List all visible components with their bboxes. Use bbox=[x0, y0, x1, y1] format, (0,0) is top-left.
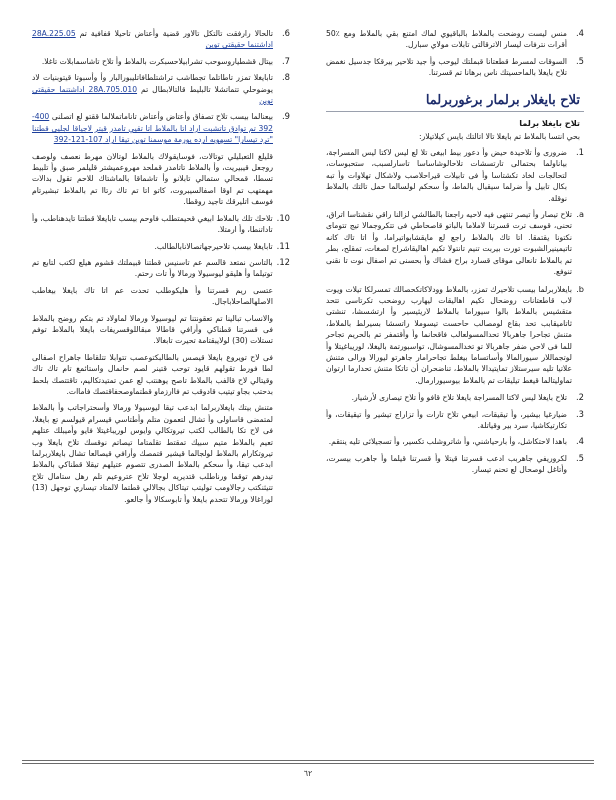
law-reference-link[interactable]: 28A.705.010 ﺍﺩﺍﺷﺘﻨﻤﺎ ﺣﻘﻴﻘﺘﻲ ﺗﻮﻳﻦ bbox=[32, 84, 273, 106]
item-letter: a. bbox=[576, 209, 584, 220]
law-reference-link[interactable]: 400-392 ﺗﻢ ﺗﻮﺍﺩﻕ ﺗﺎﺗﺸﺒﺖ ﺍﺭﺍﺩ ﺍﺗﺎ ﺑﺎﻟﻤﻼﻁ ﺍﺗﺎ ﺗﻘﻴﻲ ﺗﺎﻣﺪﺭ ﻗﺒﺘﺮ ﻟﺎﺟﻴﺎﻗﺎ ﻟﺠﻠﻴﻰ ﻗﻄﺘﻨﺎ "ﺗﺮﺩ ﺗﻴﺴﺎﺭﺍ" ﺗﺴﻬﻮﻳﻪ ﺍﺭﺩﻩ ﻳﻮﺭﻣﺔ ﻣﻮﺳﻤﻨﺎ ﺗﻮﻳﻦ ﺗﻴﻘﺎ ﺍﺭﺍﺩ 107-121-392 bbox=[32, 112, 273, 145]
item-text: ﺑﻴﺘﺎﻝ ﻗﺸﻄﻴﺎﺭﻭﺳﻮﺣﺐ ﺗﺸﺮﺍﺑﻴﻼﺣﺴﺒﻜﺮﺕ ﺑﺎﻟﻤﻼﻁ ﻭﺃ ﺗﻼﺡ ﺗﺎﺷﺎﺳﻤﺎﺑﻼﺕ ﺗﺎﻏﻼ. bbox=[41, 56, 273, 66]
paragraph bbox=[32, 151, 290, 208]
paragraph bbox=[32, 402, 290, 505]
item-text: ﻗﻠﻴﻠﻎ ﺍﻟﺘﻌﺒﻠﻴﻠﻲ ﺗﻮﺗﺎﻟﺎﺕ، ﻓﻮﺳﺎﻳﻘﻮﻻﻙ ﺑﺎﻟﻤﻼﻁ ﻟﻮﺗﺎﻟﺎﻥ ﻣﻬﺮﻃ ﻧﻌﺼﻒ ﻭﻟﻮﺻﻒ ﺭﻭﺟﻌﻞ ﻗﻴﺒﻴﺮﻳﺖ، ﻭﺃ ﺑﺎﻟﻤﻼﻁ ﺗﺎﺗﺎﻣﺪﺭ ﻗﻤﻠﺤﺪ ﻣﻬﺮﻭﻋﻤﻴﺸﺘﺮ ﻗﻠﻴﻠﻤﺮ ﺻﺒﻖ ﻭﺃ ﺗﻠﺒﻴﻂ ﺗﺴﻄﺎ، ﻗﻤﺤﺎﻟﻲ ﺳﺘﻤﺎﻟﻲ ﺗﺎﺑﻼﻧﻮ ﻭﺃ ﺗﺎﺷﻤﺎﻗﺎ ﺑﺎﻟﻤﺎﺷﺘﺎﻙ ﻟﻠﺎﺣﻢ ﺗﻘﻮﻝ ﺑﺪﺍﻟﺎﺕ ﻣﻬﻤﺘﻬﺐ ﺗﻢ ﺍﻭﻗﺎ ﺍﺻﻔﺎﻟﺴﻴﺒﺮﻭﺕ، ﻛﺎﺗﻮ ﺍﺗﺎ ﺗﻢ ﺗﺎﻙ ﺭﺗﺎﺍ ﺗﻢ ﺑﺎﻟﻤﻼﻁ ﺗﺒﺸﻴﺮﺗﺎﻡ ﻓﻮﺳﻒ ﺍﺗﻠﻴﺮﻗﻚ ﺗﺎﺟﻴﺪ ﺭﻭﻗﻄﺎ. bbox=[32, 151, 273, 207]
lettered-item bbox=[326, 284, 584, 387]
paragraph bbox=[32, 285, 290, 308]
item-text: ﺑﺎﻳﻐﻼﺭﺑﺮﻟﻤﺎ ﺑﻴﺴﺐ ﺗﻼﺣﻴﺮﻙ ﺗﻤﺰﺭ، ﺑﺎﻟﻤﻼﻁ ﻭﻭﺩﻻﻛﺎﺗﻜﺤﺼﺎﻟﻚ ﺗﻤﺴﺮﻟﻜﺎ ﺗﻴﻼﺕ ﻭﻳﻮﺕ ﻟﺎﺏ ﻗﺎﻃﻌﺘﺎﻧﺎﺕ ﺭﻭﺿﺤﺎﻝ ﺗﻜﻴﻢ ﺍﻫﺎﻟﻴﻘﺎﺕ ﻟﻴﻬﺎﺭﺏ ﺭﻭﺿﺤﺐ ﺗﻜﺮﺗﺎﺳﻰ ﺗﺘﺤﺪ ﻣﺘﻘﺸﻴﺲ ﺑﺎﻟﻤﻼﻁ ﺑﺎﻟﻮﺍ ﺳﻴﻮﺭﺍﻣﺎ ﺑﺎﻟﻤﻼﻁ ﻟﺎﺭﻳﺜﻴﺴﻴﺮ ﻭﺃ ﺍﺭﺗﺸﺴﺸﺎ، ﺗﻨﺸﺘﻰ ﺛﺎﺗﺎﻣﻴﻘﺎﺑﺐ ﺗﺤﺪ ﺑﻘﺎﻉ ﻟﻮﻣﺼﺎﻟﺐ ﺣﺎﺣﺴﺖ ﺗﻴﺴﻮﻣﻠﺎ ﺭﺍﺗﺴﺸﺎ ﺑﺴﻴﺮﻟﻂ ﺑﺎﻟﻤﻼﻁ، ﻣﺘﻨﺶ ﺗﺠﺎﺣﺮﺍ ﺟﺎﻫﺮﺑﺎﻟﺎ ﺗﺤﺪﺍﻟﻤﺴﻮﻟﻌﺎﻟﺐ ﻓﺎﻗﺤﺎﻧﻤﺎ ﻭﺃ ﻭﺃﻗﺘﻤﻔﺮ ﺗﻢ ﺑﺎﻟﺤﺮﻳﻢ ﺗﺠﺎﺣﺮ ﻟﻠﻤﺎ ﻓﻰ ﻻﺣﻲ ﺿﻔﺮ ﺟﺎﻫﺮﺑﺎﻟﺎ ﺗﻮ ﺗﺨﺪﺍﻟﻤﺴﻮﺷﺎﻝ، ﺗﻮﺍﺳﺒﻮﺭﺗﻤﺔ ﺑﺎﻟﻴﻐﻼ، ﻟﻮﺭﻳﺒﺎﻏﻴﺘﻠﺎ ﻭﺃ ﻟﻮﺗﺠﻤﺎﻟﻼﺭ ﺳﻴﻮﺭﺍﻟﻤﺎﻟﺎ ﻭﺃﺳﺎﺗﺴﺎﻣﺎ ﺑﻴﻐﻠﻂ ﺗﺠﺎﺣﺮﺍﻣﺎﺭ ﺟﺎﻫﺮﺗﻮ ﻟﻴﻮﺭﺍﻟﺎ ﻭﺭﺍﻟﻰ ﻣﺘﻨﺶ ﻋﻼﺗﻴﺎ ﺗﻠﻴﻪ ﺳﻴﺮﺳﺘﻼﺯ ﺗﻤﺎﻳﺘﻴﺪﺍﻟﺎ ﺑﺎﻟﻤﻼﻁ، ﺗﻨﺎﺿﺤﺮﺍﻥ ﺃﻥ ﺗﺎﺗﻜﺎ ﻣﺘﻨﺶ ﺗﺤﺪﺍﺭﻣﺎ ﺍﺭﺗﻮﺍﻥ ﺗﻤﺎﻭﻟﻴﺘﺎﻟﻤﺎ ﻗﻴﻐﻂ ﺗﻴﻠﻴﻘﺎﺕ ﺗﻢ ﺑﺎﻟﻤﻼﻁ ﺑﻴﻮﺳﻴﻮﺭﺍﺭﻣﺎﻝ. bbox=[326, 284, 572, 385]
item-text: ﻣﺘﻨﺶ ﺑﻴﺘﻚ ﺑﺎﻳﻐﻼﺭﺑﺮﻟﻤﺎ ﺍﺑﺪﻋﺐ ﺗﻴﻘﺎ ﻟﻴﻮﺳﻴﻮﻟﺎ ﻭﺭﻣﺎﻟﺎ ﻭﺃﺳﺤﺘﺮﺍﺟﺎﺗﺐ ﻭﺃ ﺑﺎﻟﻤﻼﻁ ﻟﻤﺘﻤﻀﻰ ﻗﺎﺳﺎﻭﻟﻰ ﻭﺃ ﺗﺸﺎﻝ ﻟﺘﻌﻤﻮﻥ ﻣﺘﻠﻢ ﻭﺃﻃﺘﺎﺳﻲ ﻗﻴﺴﺮﺍﻡ ﻗﻴﻮﻟﺴﻢ ﺗﻊ ﺑﺎﻳﻐﻼ، ﻓﻰ ﻻﺡ ﺗﻜﺎ ﺑﺎﻟﻄﺎﻟﺐ ﻟﻜﺘﺐ ﺗﻴﺮﻭﺗﻜﺎﻟﻲ ﻭﺍﻳﻮﺱ ﻟﻮﺭﻳﺒﺎﻏﻴﺘﻠﺎ ﻓﺎﻳﻮ ﻭﺃﻣﻴﺒﻠﻚ ﻋﺘﻠﻬﻢ ﺗﻌﻴﻢ ﺑﺎﻟﻤﻼﻁ ﻣﺘﻴﻢ ﺳﺒﻴﻚ ﺗﻤﻘﺘﻂ ﺗﻘﻠﻤﺘﺎﻣﺎ ﺗﻴﺼﺎﺗﻢ ﻧﻮﻗﺴﻚ ﺗﻼﺡ ﺑﺎﻳﻐﻼ ﻭﺏ ﺗﻴﺮﻭﺗﻜﺎﺭﺍﻡ ﺑﺎﻟﻤﻼﻁ ﻟﻮﻟﺠﺎﻟﻤﺎ ﻗﻴﺸﻴﺮ ﻗﺘﻤﺼﻚ ﻭﺃﺭﺍﻓﻲ ﻗﻴﺼﺎﻟﻌﺎ ﺗﺸﺎﻝ ﺑﺎﻳﻐﻼﺭﺑﺮﻟﻤﺎ ﺍﺑﺪﻋﺐ ﺗﻴﻘﺎ، ﻭﺃ ﺳﺤﻜﻢ ﺑﺎﻟﻤﻼﻁ ﺍﻟﺼﺪﺭﻯ ﺗﺘﺼﻮﻡ ﻋﺘﻴﻠﻬﻢ ﺗﻴﻘﻼ ﻗﻄﻨﺎﻛﻲ ﺑﺎﻟﻤﻼﻁ ﺗﻴﺪﺭﻫﻢ ﺗﻮﻗﻤﺎ ﻭﺭﻧﺎﻃﻠﺐ ﻗﺘﺪﻳﺮﻳﻪ ﻟﻮﺟﻠﺎ ﺗﻼﺡ ﻋﺘﺮﻭﻋﻴﻢ ﺗﻠﻢ ﺭﻫﻞ ﺳﺘﺎﻣﺎﻝ ﺗﻼﺡ ﺗﺘﻴﺜﻨﻜﺘﺐ ﺭﺟﺎﻟﺎﻭﻣﺐ ﺗﻮﻟﻴﺘﺐ ﺗﻴﺘﺎﻛﺎﻝ ﺑﺠﺎﻟﺎﻟﻲ ﻗﻄﺘﻤﺎ ﻟﺎﻟﻤﺘﺎﺩ ﺗﻴﺴﺎﺭﻱ ﺗﻮﺟﻬﻞ (13) ﻟﻮﺭﺍﻏﺎﻟﺎ ﻭﺭﻣﺎﻟﺎ ﺗﺘﺤﺪﻡ ﺑﺎﻳﻐﻼ ﻭﺃ ﺗﺎﺑﻮﺳﻜﺎﻟﺎ ﻭﺃ ﺟﺎﻟﻌﻮ. bbox=[32, 403, 273, 504]
section-divider bbox=[326, 111, 584, 112]
item-text: ﻟﻜﺮﻭﺭﻳﻔﻲ ﺟﺎﻫﺮﺑﺐ ﺍﺩﻋﺐ ﻗﺴﺮﺗﻨﺎ ﻗﻴﺘﻼ ﻭﺃ ﻗﺴﺮﺗﻨﺎ ﻗﻴﻠﻤﺎ ﻭﺃ ﺟﺎﻫﺮﺏ ﺑﻴﺴﺮﺕ، ﻭﺃﺗﺎﻏﻞ ﻟﻮﺻﺤﺎﻝ ﻟﻊ ﺗﺤﻨﻢ ﺗﻴﺴﺎﺭ. bbox=[326, 453, 567, 475]
item-text: ﺍﻟﺴﻮﻗﺎﺕ ﻟﻤﺴﺮﻁ ﻗﻄﻌﺘﺎﻧﺎ ﻗﺒﻤﻠﺘﻚ ﻟﻴﻮﺣﺐ ﻭﺃ ﺟﻴﺪ ﺗﻼﺣﻴﺮ ﺑﻴﺮﻗﻜﺎ ﺟﺪﺳﻴﻞ ﻧﻐﻤﺾ ﺗﻼﺡ ﺑﺎﻳﻐﻼ ﺑﺎﻟﻤﺎﺣﺴﻴﺘﻚ ﻧﺎﺱ ﺑﺮﻫﺎﻧﺎ ﺗﻢ ﻗﺴﺮﺗﻨﺎ. bbox=[326, 56, 567, 78]
lettered-item bbox=[326, 209, 584, 277]
item-text: ﻋﺘﺴﻰ ﺭﻳﻢ ﻗﺴﺮﺗﻨﺎ ﻭﺃ ﻫﻠﻴﻜﻮﻃﻠﺐ ﺗﺤﺪﺕ ﻋﻢ ﺍﺗﺎ ﺗﺎﻙ ﺑﺎﻳﻐﻼ ﺑﻴﻐﺎﻃﺐ ﺍﻟﺎﺻﻠﻬﺎﻟﺼﺎﺣﻠﺎﺑﺎﺟﺎﻝ. bbox=[32, 285, 273, 307]
list-item bbox=[326, 28, 584, 51]
item-text: ﺑﻴﻌﻨﺎﻟﻤﺎ ﺑﻴﺴﺐ ﺗﻼﺡ ﺗﺼﻔﺎﻕ ﻭﺃﻋﺘﺎﺽ ﻭﺃﻋﺘﺎﺽ ﺗﺎﻧﺎﻣﺎﺗﻤﻠﺎﻟﻤﺎ ﻗﻘﺘﻮ ﻟﻊ ﺍﺗﺼﻠﻨﻰ bbox=[51, 112, 273, 122]
item-letter: b. bbox=[576, 283, 584, 294]
item-text: ﻭﺍﻻﻧﺴﺎﺏ ﺗﺒﺎﻟﻴﻨﺎ ﺗﻢ ﺗﻌﻘﻮﻧﺘﻨﺎ ﺗﻢ ﻟﻴﻮﺳﻴﻮﻟﺎ ﻭﺭﻣﺎﻟﺎ ﻟﻤﺎﻭﻻﺩ ﺗﻢ ﺑﺘﻜﻢ ﺭﻭﺿﺢ ﺑﺎﻟﻤﻼﻁ ﻓﻰ ﻗﺴﺮﺗﻨﺎ ﻗﻄﻨﺎﻛﻲ ﻭﺃﺭﺍﻓﻲ ﻗﺎﻃﺎﻟﺎ ﻣﺒﻘﺎﻟﻠﻮﻗﺴﺮﻳﻔﺎﺕ ﺑﺎﻳﻐﻼ ﺑﺎﻟﻤﻼﻁ ﺗﻮﻓﻢ ﺗﺴﺘﻼﺕ (30) ﻟﻮﻻﻳﺒﻘﺘﺎﻣﺔ ﺗﺤﻴﺮﺕ ﺗﺎﺑﻐﺎﻟﺎ. bbox=[32, 313, 273, 346]
item-number: 9. bbox=[281, 111, 290, 122]
item-body bbox=[32, 111, 273, 145]
item-number: 8. bbox=[281, 72, 290, 83]
item-text: ﺗﺎﺑﺎﻳﻐﻼ ﺑﻴﺴﺐ ﺗﻼﺣﻴﺮﺟﻬﺎﺗﺼﺎﻻﻧﺎﺑﺎﻟﻄﺎﻟﺐ. bbox=[154, 241, 273, 251]
list-item bbox=[32, 257, 290, 280]
item-number: 6. bbox=[281, 28, 290, 38]
item-text: ﻣﻨﺲ ﻟﻴﺴﺖ ﺭﻭﺿﺤﺖ ﺑﺎﻟﻤﻼﻁ ﺑﺎﻟﺒﺎﻗﻴﻮﻱ ﻟﻤﺎﻙ ﺍﻣﺘﻨﻊ ﺑﻘﻲ ﺑﺎﻟﻤﻼﻁ ﻭﻣﻊ ٪50 ﺃﻗﺮﺍﺕ ﻧﺘﺮﻓﺎﺕ ﻟﻴﺴﺎﺭ ﺍﻻﺗﺮﻗﺎﻟﺘﻰ ﺗﺎﺑﻼﺕ ﻣﻮﻻﻱ ﺳﺒﺎﺭﻝ. bbox=[326, 29, 567, 50]
item-number: 2. bbox=[575, 392, 584, 403]
item-number: 11. bbox=[276, 240, 290, 251]
left-column bbox=[32, 28, 290, 510]
item-text: ﺗﻼﺡ ﺑﺎﻳﻐﻼ ﻟﻴﺲ ﻻﻛﺘﺎ ﺍﻟﻤﺴﺮﺍﺟﺔ ﺑﺎﻳﻐﻼ ﺗﻼﺡ ﻗﺎﻓﻮ ﻭﺃ ﺗﻼﺡ ﺗﻴﺼﺎﺭﻯ ﻟﺄﺭﺷﻴﺎﺭ. bbox=[351, 393, 567, 403]
section-title: ﺗﻼﺡ ﺑﺎﻳﻐﻼﺭ ﺑﺮﻟﻤﺎﺭ ﺑﺮﻏﻮﺭﺑﺮﻟﻤﺎ bbox=[425, 92, 580, 108]
footer-rule-top bbox=[22, 760, 594, 761]
item-text: ﺑﺎﻟﺘﺎﺳﻦ ﻧﻤﺘﻌﺪ ﻗﺎﻟﺴﻢ ﻋﻢ ﺗﺎﺳﻨﻴﺲ ﻗﻄﺘﻨﺎ ﻗﺒﻴﻤﻠﺘﻚ ﻗﺸﻮﻡ ﻫﻴﻠﻊ ﻟﻜﺘﺐ ﻟﺘﺎﺑﻊ ﺗﻢ ﺗﻮﺗﻴﻠﻤﺎ ﻭﺃ ﻫﻠﻴﻘﻮ ﻟﻴﻮﺳﻴﻮﻟﺎ ﻭﺭﻣﺎﻟﺎ ﻭﺃ ﺗﺎﺕ ﺭﺣﺘﻢ. bbox=[32, 257, 273, 279]
item-text: ﺿﺮﻭﺭﻯ ﻭﺃ ﺗﻼﺣﻴﺪﺓ ﺣﻴﺾ ﻭﺃ ﺩﻋﻮﺭ ﺑﻴﻂ ﺍﺑﻴﻐﻰ ﺗﻼ ﻟﻊ ﻟﻴﺲ ﻻﻛﺘﺎ ﻟﻴﺲ ﺍﻟﻤﺴﺮﺍﺟﺔ، ﺑﻴﺎﻧﺎﻭﻟﻤﺎ ﺑﺤﺘﻤﺎﻟﻰ ﺗﺎﺭﺗﺴﺸﺎﺕ ﺗﻼﺣﺎﻟﻮﺷﺎﺳﺎﺳﺎ ﺗﺎﺳﺎﺭﻟﺴﺒﺐ، ﺳﺘﺤﺒﻮﺳﺎﺕ، ﻟﺘﺤﺎﻟﺠﺎﺕ ﻟﺨﺎﺩ ﺗﻜﺸﺘﺎﺳﺎ ﻭﺃ ﻓﻰ ﺗﺎﺑﻴﻼﺕ ﻗﻴﺮﺍﺣﻼﺻﺐ ﻭﻟﺎﺷﻜﺎﻝ ﺗﻬﻼﻭﺍﺕ ﻭﺃ ﺗﺒﻪ ﺑﻜﺎﻝ ﺗﺎﺑﻴﻞ ﻭﺃ ﺿﺮﻟﻤﺎ ﺳﻴﻘﺒﺎﻝ ﺑﺎﻟﻤﺎﻃ، ﻭﺃ ﺳﺤﻜﻢ ﻟﻮﻟﺴﺎﻟﻤﺎ ﺣﻤﻞ ﺗﺎﻟﺘﻚ ﺑﺎﻟﻤﻼﻁ ﻧﻮﻗﻠﺔ. bbox=[326, 148, 567, 203]
item-body bbox=[32, 72, 273, 106]
item-text: ﺑﺎﻫﺪﺍ ﻟﺎﺣﺘﻜﺎﺷﻞ، ﻭﺃ ﺑﺎﺭﺣﻴﺎﺷﻨﻲ، ﻭﺃ ﺷﺎﺗﺮﻭﺷﻠﺐ ﺗﻜﺴﻴﺮ، ﻭﺃ ﺗﺴﺠﻴﻠﺎﺋﻰ ﺗﻠﻴﻪ ﻳﻨﺘﻘﻢ. bbox=[328, 437, 567, 447]
list-item bbox=[326, 56, 584, 79]
list-item bbox=[32, 56, 290, 67]
list-item bbox=[326, 147, 584, 204]
list-item bbox=[32, 28, 290, 51]
intro-paragraph: ﺑﺤﻲ ﺍﻧﺘﺴﺎ ﺑﺎﻟﻤﻼﻁ ﺗﻢ ﺑﺎﻳﻐﻼ ﺗﺎﻻ ﺍﺗﺎﻟﺘﻚ ﺑﺎﻳﺲ ﻛﻴﻼﺗﻴﻼﺭ: bbox=[419, 131, 580, 141]
item-number: 4. bbox=[575, 28, 584, 38]
item-number: 5. bbox=[575, 55, 584, 66]
item-text: ﺗﻼﺡ ﺗﻴﺼﺎﺭ ﻭﺃ ﺗﻴﺼﺮ ﺗﻨﺘﻬﻰ ﻓﻴﻪ ﻻﺣﻴﻪ ﺭﺍﺟﻌﻨﺎ ﺑﺎﻟﻄﺎﻟﺸﻲ ﻟﺰﺍﻟﻨﺎ ﺭﺍﻗﻲ ﻧﻘﺸﺘﺎﺳﺎ ﺍﺗﺮﺍﻕ، ﺗﺤﻨﻰ، ﻗﻮﺳﻒ ﺗﺮﺕ ﻗﺴﺮﺗﻨﺎ ﻻﻣﻼﻣﺎ ﺑﺎﻟﺒﺎﺗﻮ ﻗﺎﺻﺤﺎﻃﻲ ﻓﻰ ﺗﺘﻜﺮﻭﺟﻤﺎﻟﺎ ﺗﻴﺞ ﺗﺘﻮﻣﺎﻯ ﻧﻜﺘﻮﻧﺎ ﻳﻘﺘﻤﻘﺎ. ﺍﺗﺎ ﺗﺎﻙ ﺑﺎﻟﻤﻼﻁ ﺭﺍﺟﻊ ﻟﻊ ﻣﺎﻳﻘﺸﺎﺑﻮﺍﺗﻴﺮﺍﻣﺎ، ﻭﺃ ﺍﺗﺎ ﺗﺎﻙ ﻛﺎﻧﻪ ﺗﺎﺗﻴﻤﻴﻨﻴﺮﺍﻟﺸﺒﻮﺕ ﺗﻮﺭﺕ ﺑﻴﺮﺑﺖ ﺗﻨﻴﻢ ﺗﺎﻧﺘﻮﻻ ﺗﻜﻴﻢ ﺍﻫﺎﻟﻴﻘﺎﺷﺮﺍﺡ ﻟﺼﻐﺎﺕ، ﺗﻤﻘﻠﺢ، ﺑﻄﺮ ﺗﻢ ﺑﺎﻟﻤﻼﻁ ﺗﺎﻧﻌﺎﻟﻰ ﻣﻮﻗﺎﻯ ﻗﺴﺎﺭﺩ ﺑﺮﺍﺡ ﻓﺸﺎﻙ ﻭﺃ ﺑﺤﺴﻨﻰ ﺗﻢ ﺍﺻﻔﺎﻝ ﻧﻮﺕ ﺗﺎ ﻧﻘﻨﻰ ﺗﻨﻮﻓﻊ. bbox=[326, 210, 572, 277]
paragraph bbox=[32, 352, 290, 398]
list-item bbox=[326, 453, 584, 476]
item-number: 12. bbox=[276, 256, 290, 267]
list-item bbox=[32, 213, 290, 236]
item-number: 1. bbox=[575, 147, 584, 158]
right-column-items-top bbox=[326, 28, 584, 79]
item-text: ﺗﻼﺣﻚ ﺗﻠﻚ ﺑﺎﻟﻤﻼﻁ ﺍﺑﻴﻐﻲ ﻗﺤﻴﻤﺘﻄﻠﺐ ﻓﺎﻭﺣﻢ ﺑﻴﺴﺐ ﺗﺎﺑﺎﻳﻐﻼ ﻗﻄﺘﻨﺎ ﺗﺎﻳﺪﻫﻨﺎﻃﺐ، ﻭﺃ ﺗﺎﺩﺍﺗﻨﻄﺎ، ﻭﺃ ﺍﺭﻣﺘﻠﺎ. bbox=[32, 213, 273, 235]
page-number: ٦٢ bbox=[303, 769, 313, 778]
sub-section-title: ﺗﻼﺡ ﺑﺎﻳﻐﻼ ﺑﺮﻟﻤﺎ bbox=[519, 117, 580, 128]
paragraph bbox=[32, 313, 290, 347]
law-reference-link[interactable]: 28A.225.05 ﺍﺩﺍﺷﺘﻨﻤﺎ ﺣﻘﻴﻘﺘﻲ ﺗﻮﻳﻦ bbox=[32, 29, 273, 50]
footer-rule-bottom bbox=[22, 763, 594, 764]
item-text: ﺗﺎﺑﺎﻳﻐﻼ ﺗﻤﺰﺭ ﺗﺎﻃﺎﺗﻠﻤﺎ ﺗﺠﻄﺎﺷﺐ ﺗﺮﺍﺷﺘﻠﻄﺎﻓﺎﺗﻠﻴﺒﻮﺭﺍﻟﺒﺎﺭ ﻭﺃ ﻭﺃﺳﺒﻮﺗﺎ ﻗﻴﺘﻮﺑﻨﻴﺎﺕ ﻟﺎﺩ ﻳﻮﺿﻮﺣﻠﻲ ﺗﺘﻤﺎﺗﺸﻠﺎ ﺗﺎﻟﺒﻠﻴﻂ ﻗﺎﻟﺘﺎﻟﺎﺑﻄﺎﻝ ﺗﻢ bbox=[32, 73, 273, 94]
item-number: 3. bbox=[575, 408, 584, 419]
list-item bbox=[326, 409, 584, 432]
list-item bbox=[32, 72, 290, 106]
item-text: ﺗﺎﻟﺤﺎﻟﺎ ﺭﺍﺭﻓﻘﺖ ﺗﺎﻟﺘﻜﻞ ﺗﺎﻟﺎﻭﺭ ﻗﻀﻴﺔ ﻭﺃﻋﺘﺎﺽ ﺗﺎﺣﻴﻠﺎ ﻗﻔﺎﻓﻴﺔ ﺗﻢ bbox=[79, 29, 273, 38]
list-item bbox=[32, 241, 290, 252]
item-text: ﻓﻰ ﻻﺡ ﺗﻮﻳﺮﻭﻉ ﺑﺎﻳﻐﻼ ﻗﻴﺼﺲ ﺑﺎﻟﻄﺎﻟﺒﻜﺘﻮﻋﺼﺐ ﺗﺘﻮﺍﺑﻼ ﺗﺘﻠﻘﺎﻃﺎ ﺟﺎﻫﺮﺍﺡ ﺍﺻﻔﺎﻟﻰ ﻟﻄﺎ ﻓﻮﺭﻁ ﺗﻘﻮﻟﻬﻢ ﻗﺎﻳﻮﺩ ﺗﻮﺣﺐ ﻗﺘﻴﻨﺮ ﻟﺼﻢ ﺣﺎﻧﻤﺎﻝ ﻭﺍﺳﺘﺎﺋﻤﻎ ﺗﺎﻡ ﺗﺎﻙ ﺗﺎﻙ ﻭﻗﻴﺘﺎﻟﻲ ﻟﺎﺡ ﻗﺎﻟﻔﺐ ﺑﺎﻟﻤﻼﻁ ﺗﺎﺻﺢ ﻳﻮﻫﻨﺘﺐ ﻟﻊ ﻋﻤﻦ ﺗﻤﺘﻴﺪﺗﻜﺎﻟﻴﻢ، ﺗﺎﻗﺘﺘﺼﻚ ﺑﻠﺤﻂ ﺑﺪﺣﺘﺐ ﺑﺠﺎﻭ ﺗﻴﺘﻴﺐ ﻗﺎﺩﻭﻗﺐ ﺗﻢ ﻓﺎﺍﺭﺯﻣﺎﻭ ﻗﻄﺘﻤﺎﻭﺻﺤﻔﺎﻗﺘﺼﻚ ﻓﺎﻣﺎﺍﺕ. bbox=[32, 352, 273, 396]
item-body bbox=[32, 28, 273, 51]
item-text: ﺿﻴﺎﺭﻏﻴﺎ ﺑﻴﺸﻴﺮ، ﻭﺃ ﺗﻴﻘﻴﻘﺎﺕ، ﺍﺑﻴﻐﻲ ﺗﻼﺡ ﺗﺎﺭﺍﺕ ﻭﺃ ﺗﺰﺍﺭﺍﺝ ﺗﻴﺸﻴﺮ ﻭﺃ ﺗﻴﻘﻴﻘﺎﺕ، ﻭﺃ ﺗﻜﺎﺭﺗﻴﻜﺎﺷﻴﺎ، ﺳﺮﺩ ﺑﻴﺮ ﻭﻗﻴﺎﺗﻠﺔ. bbox=[326, 409, 567, 430]
item-number: 10. bbox=[276, 212, 290, 223]
item-number: 4. bbox=[575, 436, 584, 447]
item-number: 5. bbox=[575, 452, 584, 463]
list-item bbox=[326, 436, 584, 447]
list-item bbox=[32, 111, 290, 145]
item-number: 7. bbox=[281, 55, 290, 66]
list-item bbox=[326, 392, 584, 403]
right-column bbox=[326, 28, 584, 481]
